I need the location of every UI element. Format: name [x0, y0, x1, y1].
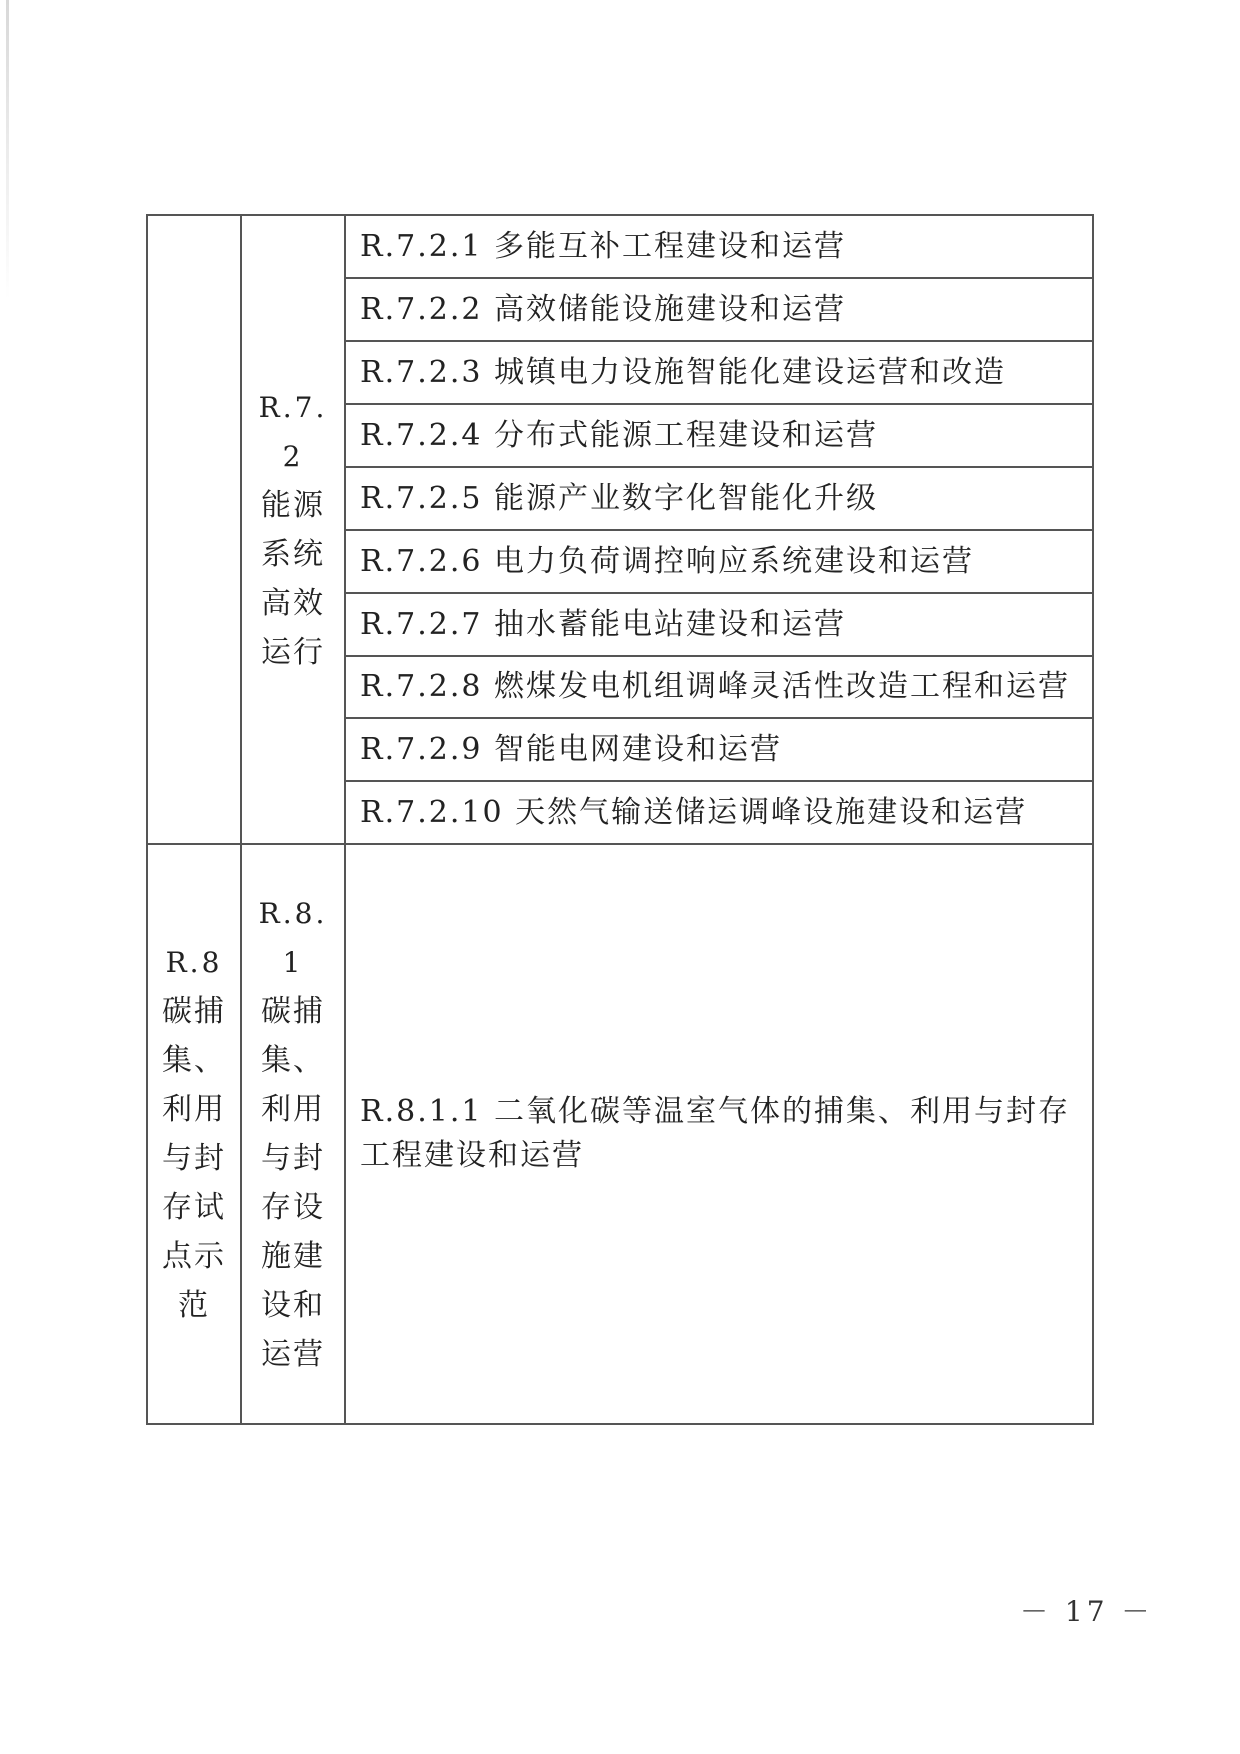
table-item: R.7.2.6 电力负荷调控响应系统建设和运营: [345, 530, 1093, 593]
table-row: [147, 844, 1093, 1424]
category-name: 碳捕集、利用与封存试点示范: [162, 994, 226, 1323]
subcategory-cell-r81: [241, 844, 345, 1424]
table-item: R.7.2.7 抽水蓄能电站建设和运营: [345, 593, 1093, 656]
page-number: － 17 －: [1020, 1595, 1154, 1628]
table-item: R.8.1.1 二氧化碳等温室气体的捕集、利用与封存工程建设和运营: [345, 844, 1093, 1424]
subcategory-code: R.7.2: [258, 390, 328, 473]
scan-edge-shadow: [6, 0, 9, 300]
category-table: [146, 214, 1094, 1425]
table-item: R.7.2.10 天然气输送储运调峰设施建设和运营: [345, 781, 1093, 844]
table-item: R.7.2.3 城镇电力设施智能化建设运营和改造: [345, 341, 1093, 404]
subcategory-name: 能源系统高效运行: [261, 487, 325, 670]
table-item: R.7.2.1 多能互补工程建设和运营: [345, 215, 1093, 278]
table-item: R.7.2.5 能源产业数字化智能化升级: [345, 467, 1093, 530]
subcategory-cell-r72: [241, 215, 345, 844]
subcategory-code: R.8.1: [258, 897, 328, 979]
table-item: R.7.2.9 智能电网建设和运营: [345, 718, 1093, 781]
table-item: R.7.2.4 分布式能源工程建设和运营: [345, 404, 1093, 467]
category-cell-r8: [147, 844, 241, 1424]
category-code: R.8: [165, 946, 223, 979]
subcategory-name: 碳捕集、利用与封存设施建设和运营: [261, 994, 325, 1372]
empty-category-cell: [147, 215, 241, 844]
table-item: R.7.2.2 高效储能设施建设和运营: [345, 278, 1093, 341]
table-row: [147, 215, 1093, 278]
table-item: R.7.2.8 燃煤发电机组调峰灵活性改造工程和运营: [345, 656, 1093, 718]
